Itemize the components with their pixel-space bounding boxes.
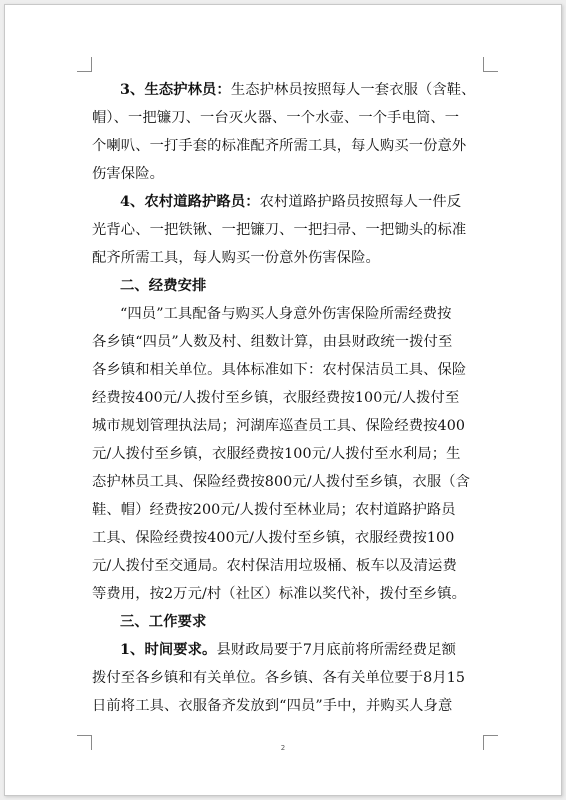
item-heading: 3、生态护林员： xyxy=(120,82,231,98)
paragraph-line: 个喇叭、一打手套的标准配齐所需工具，每人购买一份意外 xyxy=(92,138,467,154)
paragraph-line: 4、农村道路护路员：农村道路护路员按照每人一件反 xyxy=(120,194,462,210)
paragraph-line: 光背心、一把铁锹、一把镰刀、一把扫帚、一把锄头的标准 xyxy=(92,222,467,238)
paragraph-line: 日前将工具、衣服备齐发放到“四员”手中，并购买人身意 xyxy=(92,698,453,714)
section-title: 二、经费安排 xyxy=(120,278,207,294)
section-title: 三、工作要求 xyxy=(120,614,207,630)
crop-mark-top-left xyxy=(77,57,92,72)
page-number: 2 xyxy=(280,744,286,752)
paragraph-line: 1、时间要求。县财政局要于7月底前将所需经费足额 xyxy=(120,642,456,658)
item-heading: 4、农村道路护路员： xyxy=(120,194,260,210)
paragraph-line: 元/人拨付至交通局。农村保洁用垃圾桶、板车以及清运费 xyxy=(92,558,457,574)
document-body xyxy=(92,76,487,720)
paragraph-line: 工具、保险经费按400元/人拨付至乡镇，衣服经费按100 xyxy=(92,530,455,546)
paragraph-line: 经费按400元/人拨付至乡镇，衣服经费按100元/人拨付至 xyxy=(92,390,460,406)
document-page xyxy=(4,4,562,796)
paragraph-line: “四员”工具配备与购买人身意外伤害保险所需经费按 xyxy=(120,306,452,322)
paragraph-line: 鞋、帽）经费按200元/人拨付至林业局；农村道路护路员 xyxy=(92,502,456,518)
crop-mark-top-right xyxy=(483,57,498,72)
paragraph-line: 帽）、一把镰刀、一台灭火器、一个水壶、一个手电筒、一 xyxy=(92,110,460,126)
paragraph-line: 各乡镇“四员”人数及村、组数计算，由县财政统一拨付至 xyxy=(92,334,453,350)
paragraph-line: 等费用，按2万元/村（社区）标准以奖代补，拨付至乡镇。 xyxy=(92,586,467,602)
item-heading: 1、时间要求。 xyxy=(120,642,217,658)
paragraph-line: 城市规划管理执法局；河湖库巡查员工具、保险经费按400 xyxy=(92,418,466,434)
paragraph-line: 配齐所需工具，每人购买一份意外伤害保险。 xyxy=(92,250,380,266)
paragraph-line: 各乡镇和相关单位。具体标准如下：农村保洁员工具、保险 xyxy=(92,362,467,378)
paragraph-line: 态护林员工具、保险经费按800元/人拨付至乡镇，衣服（含 xyxy=(92,474,471,490)
paragraph-line: 元/人拨付至乡镇，衣服经费按100元/人拨付至水利局；生 xyxy=(92,446,461,462)
paragraph-line: 3、生态护林员：生态护林员按照每人一套衣服（含鞋、 xyxy=(120,82,476,98)
paragraph-line: 拨付至各乡镇和有关单位。各乡镇、各有关单位要于8月15 xyxy=(92,670,466,686)
paragraph-line: 伤害保险。 xyxy=(92,166,164,182)
